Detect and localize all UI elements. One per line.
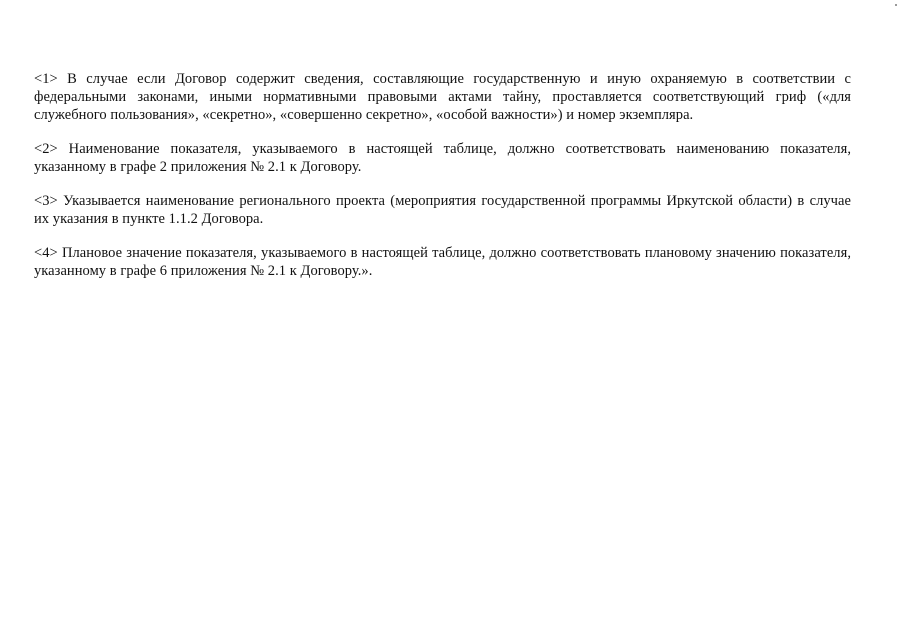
footnotes-block [34,70,851,296]
corner-scan-mark [895,4,897,6]
footnote-4: <4> Плановое значение показателя, указываемого в настоящей таблице, должно соответствовать плановому значению показателя, указанному в графе 6 приложения № 2.1 к Договору.». [34,245,851,279]
footnote-3: <3> Указывается наименование регионального проекта (мероприятия государственной программы Иркутской области) в случае их указания в пункте 1.1.2 Договора. [34,193,851,227]
footnote-1: <1> В случае если Договор содержит сведения, составляющие государственную и иную охраняемую в соответствии с федеральными законами, иными нормативными правовыми актами тайну, проставляется соответствующий гриф («для служебного пользования», «секретно», «совершенно секретно», «особой важности») и номер экземпляра. [34,71,851,123]
footnote-2: <2> Наименование показателя, указываемого в настоящей таблице, должно соответствовать наименованию показателя, указанному в графе 2 приложения № 2.1 к Договору. [34,141,851,175]
